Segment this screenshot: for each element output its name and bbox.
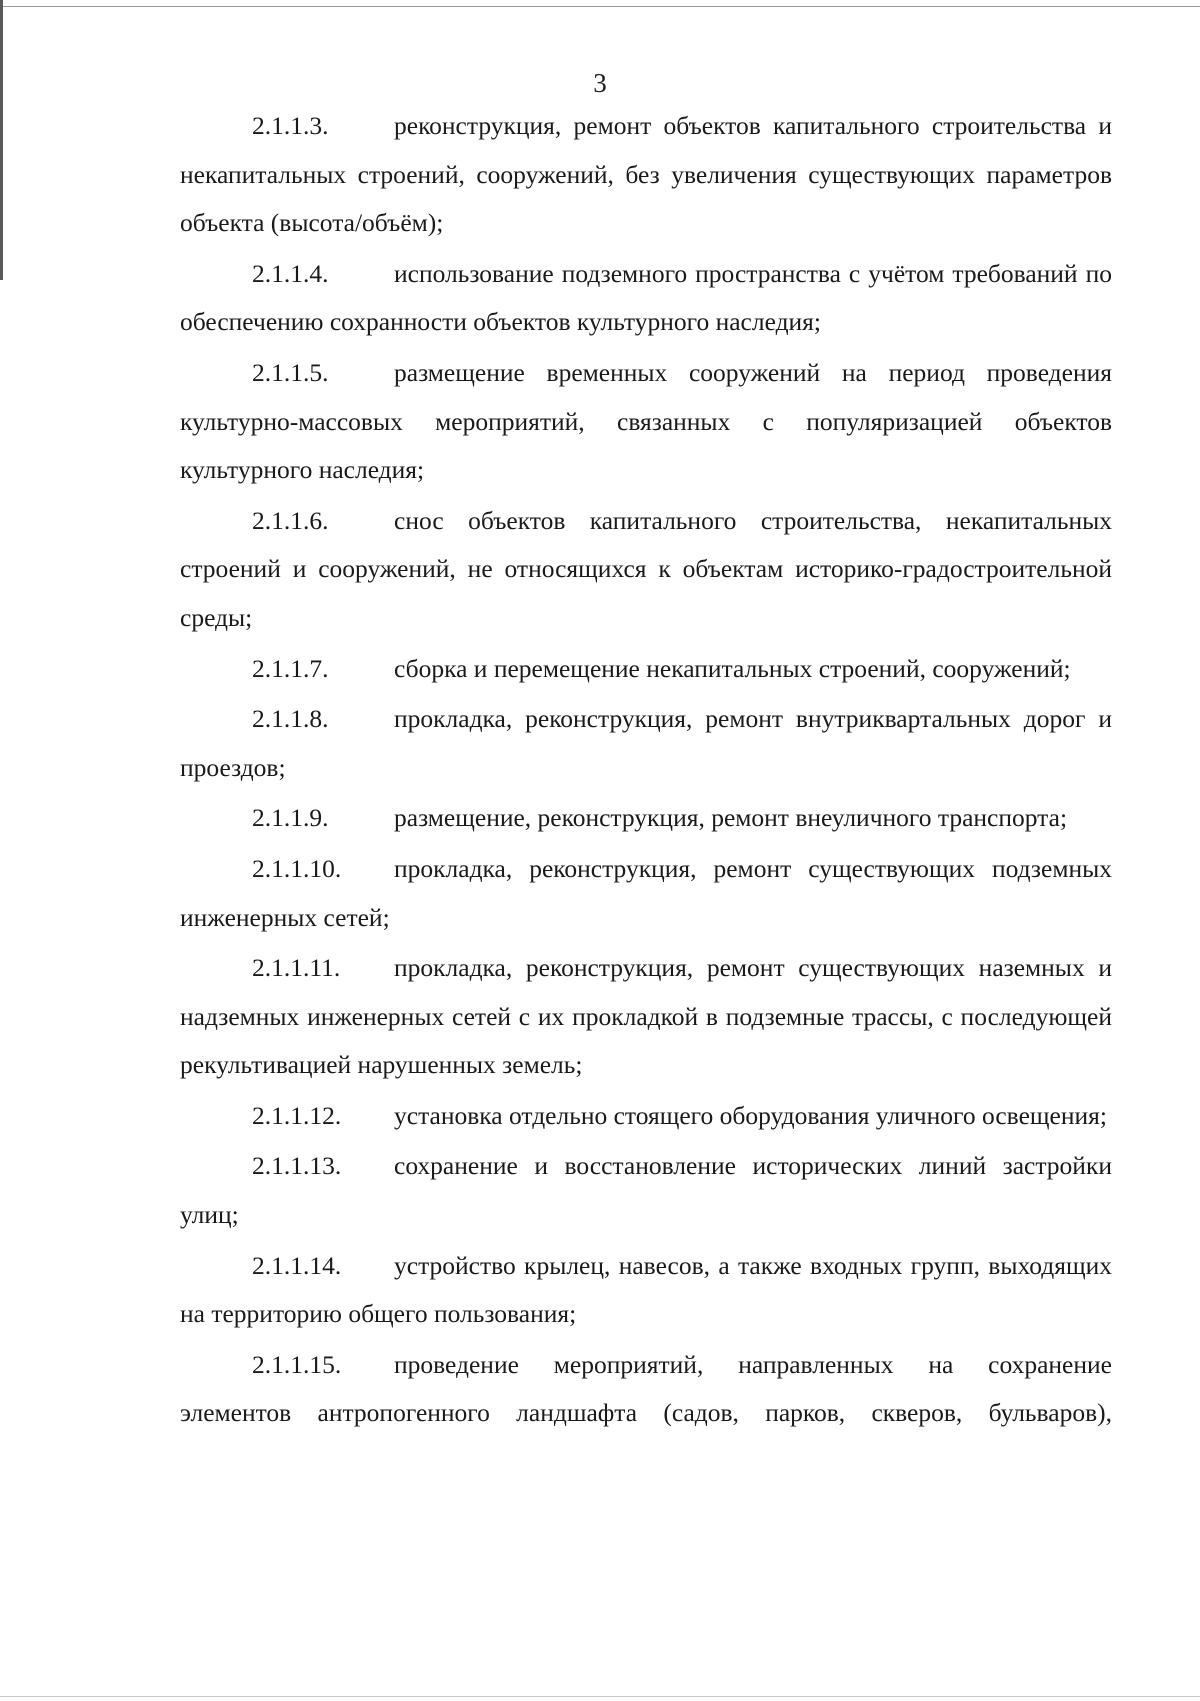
clause-text: реконструкция, ремонт объектов капитального строительства и некапитальных строений, сооружений, без увеличения существующих параметров объекта (высота/объём); [180,111,1112,238]
clause [180,349,1112,495]
clause [180,497,1112,643]
clause-text: снос объектов капитального строительства, некапитальных строений и сооружений, не относящихся к объектам историко-градостроительной среды; [180,505,1112,632]
clause-text: проведение мероприятий, направленных на сохранение элементов антропогенного ландшафта (садов, парков, скверов, бульваров), [180,1349,1112,1428]
clause-number: 2.1.1.13. [252,1151,342,1181]
clause [180,944,1112,1090]
clause-number: 2.1.1.15. [252,1349,342,1379]
clause [180,250,1112,347]
clause-text: размещение, реконструкция, ремонт внеуличного транспорта; [394,803,1068,833]
clause [180,1341,1112,1438]
clause [180,102,1112,248]
clause-text: прокладка, реконструкция, ремонт существующих наземных и надземных инженерных сетей с их прокладкой в подземные трассы, с последующей рекультивацией нарушенных земель; [180,953,1112,1080]
scan-edge-bottom [0,1696,1200,1701]
clause-number: 2.1.1.6. [252,505,329,535]
clause [180,645,1112,694]
clause-number: 2.1.1.5. [252,357,329,387]
clause-number: 2.1.1.12. [252,1100,342,1130]
clause-text: размещение временных сооружений на период проведения культурно-массовых мероприятий, связанных с популяризацией объектов культурного наследия; [180,357,1112,485]
clause-number: 2.1.1.11. [252,953,341,983]
clause-number: 2.1.1.14. [252,1250,342,1280]
clause-number: 2.1.1.3. [252,111,329,140]
clause [180,845,1112,942]
clause-text: сборка и перемещение некапитальных строений, сооружений; [394,653,1071,683]
clause [180,794,1112,843]
clause [180,1142,1112,1239]
clause-number: 2.1.1.4. [252,258,329,288]
clause-text: прокладка, реконструкция, ремонт внутриквартальных дорог и проездов; [180,704,1112,782]
clause-number: 2.1.1.7. [252,653,329,683]
clause-number: 2.1.1.9. [252,803,329,833]
page-number: 3 [593,68,607,98]
clause-text: установка отдельно стоящего оборудования уличного освещения; [394,1100,1107,1130]
clause-text: устройство крылец, навесов, а также входных групп, выходящих на территорию общего пользования; [180,1250,1112,1329]
scan-edge-top [0,0,1200,7]
clause [180,695,1112,792]
clause-number: 2.1.1.10. [252,853,342,883]
clause [180,1242,1112,1339]
document-body [180,102,1112,1440]
clause-text: сохранение и восстановление исторических линий застройки улиц; [180,1151,1112,1230]
clause [180,1092,1112,1141]
clause-number: 2.1.1.8. [252,704,329,734]
clause-text: прокладка, реконструкция, ремонт существующих подземных инженерных сетей; [180,853,1112,932]
scan-edge-left [0,0,3,280]
clause-text: использование подземного пространства с учётом требований по обеспечению сохранности объектов культурного наследия; [180,258,1112,337]
